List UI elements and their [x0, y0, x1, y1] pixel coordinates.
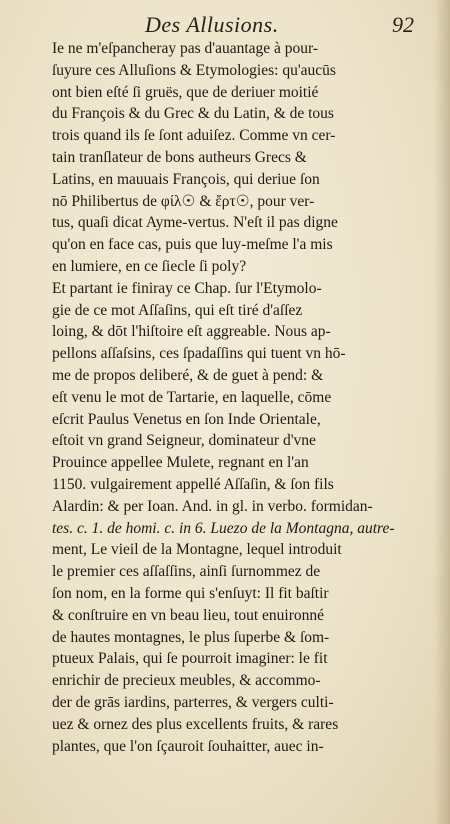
text-line: ſuyure ces Alluſions & Etymologies: qu'aucūs — [52, 61, 336, 79]
text-line: eſcrit Paulus Venetus en ſon Inde Orientale, — [52, 410, 321, 428]
text-line: ont bien eſté ſi gruës, que de deriuer moitié — [52, 83, 319, 101]
text-line: du François & du Grec & du Latin, & de tous — [52, 105, 334, 123]
page-number: 92 — [392, 12, 414, 37]
text-line: tus, quaſi dicat Ayme-vertus. N'eſt il pas digne — [52, 214, 338, 232]
text-line: trois quand ils ſe ſont aduiſez. Comme vn cer- — [52, 127, 336, 145]
text-line: 1150. vulgairement appellé Aſſaſin, & ſon fils — [52, 475, 334, 493]
text-line: nō Philibertus de φίλ☉ & ἔρτ☉, pour ver- — [52, 192, 315, 210]
page-header — [0, 10, 450, 38]
text-line: ſon nom, en la forme qui s'enſuyt: Il fit baſtir — [52, 584, 329, 602]
text-line: pellons aſſaſsins, ces ſpadaſſins qui tuent vn hō- — [52, 345, 346, 363]
text-line: en lumiere, en ce ſiecle ſi poly? — [52, 257, 247, 275]
text-line: eſt venu le mot de Tartarie, en laquelle, cōme — [52, 388, 332, 406]
text-line: de hautes montagnes, le plus ſuperbe & ſom- — [52, 628, 330, 646]
page-gutter-shadow — [434, 0, 450, 824]
text-line: qu'on en face cas, puis que luy-meſme l'a mis — [52, 236, 333, 254]
text-line: le premier ces aſſaſſins, ainſi ſurnommez de — [52, 563, 321, 581]
text-line: enrichir de precieux meubles, & accommo- — [52, 672, 321, 690]
text-line: gie de ce mot Aſſaſins, qui eſt tiré d'aſſez — [52, 301, 303, 319]
text-line: tain tranſlateur de bons autheurs Grecs & — [52, 148, 307, 166]
text-line: Latins, en mauuais François, qui deriue ſon — [52, 170, 320, 188]
text-line: me de propos deliberé, & de guet à pend: & — [52, 366, 324, 384]
text-line: plantes, que l'on ſçauroit ſouhaitter, auec in- — [52, 737, 324, 755]
text-line: der de grās iardins, parterres, & vergers culti- — [52, 693, 334, 711]
text-line: Et partant ie finiray ce Chap. ſur l'Etymolo- — [52, 279, 322, 297]
text-line: loing, & dōt l'hiſtoire eſt aggreable. Nous ap- — [52, 323, 331, 341]
text-line: uez & ornez des plus excellents fruits, & rares — [52, 715, 339, 733]
text-line: tes. c. 1. de homi. c. in 6. Luezo de la Montagna, autre- — [52, 519, 395, 537]
text-line: Ie ne m'eſpancheray pas d'auantage à pour- — [52, 40, 319, 57]
text-line: & conſtruire en vn beau lieu, tout enuironné — [52, 606, 325, 624]
text-line: ment, Le vieil de la Montagne, lequel introduit — [52, 541, 342, 559]
text-line: Prouince appellee Mulete, regnant en l'an — [52, 454, 309, 472]
body-text — [52, 38, 422, 757]
text-line: Alardin: & per Ioan. And. in gl. in verbo. formidan- — [52, 497, 373, 515]
text-line: ptueux Palais, qui ſe pourroit imaginer: le fit — [52, 650, 328, 668]
text-line: eſtoit vn grand Seigneur, dominateur d'vne — [52, 432, 316, 450]
running-title: Des Allusions. — [145, 12, 279, 37]
